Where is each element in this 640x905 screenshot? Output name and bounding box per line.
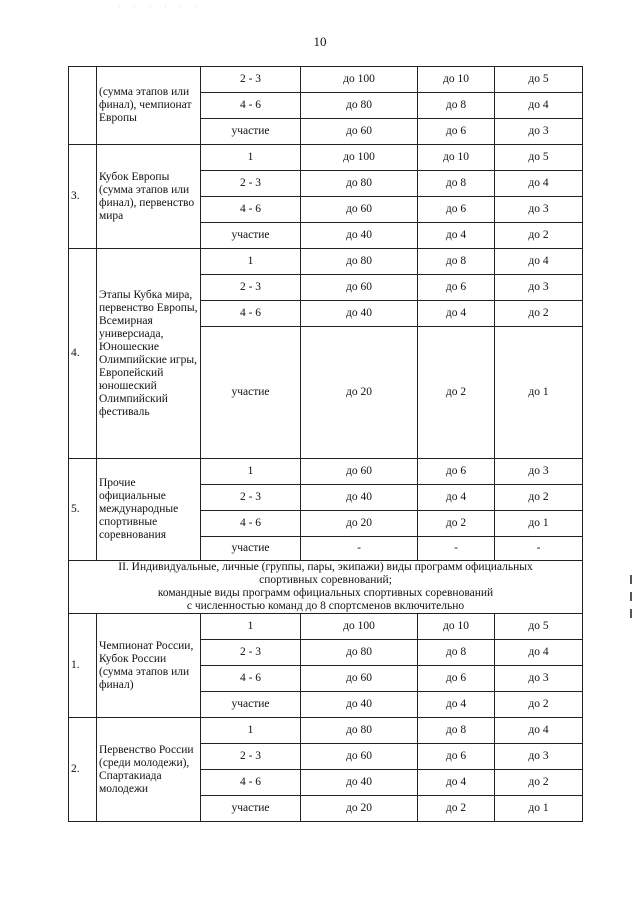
value-cell: до 8 [418,640,495,666]
row-number [69,67,97,145]
section-header-line: командные виды программ официальных спортивных соревнований [157,587,494,599]
place-cell: 4 - 6 [201,511,301,537]
place-cell: 1 [201,145,301,171]
place-cell: участие [201,223,301,249]
competition-name: Прочие официальные международные спортивные соревнования [97,459,201,561]
value-cell: до 10 [418,614,495,640]
value-cell: до 8 [418,249,495,275]
place-cell: 2 - 3 [201,67,301,93]
competition-name: (сумма этапов или финал), чемпионат Европы [97,67,201,145]
value-cell: до 4 [495,93,583,119]
place-cell: 2 - 3 [201,275,301,301]
value-cell: до 80 [301,171,418,197]
row-number: 3. [69,145,97,249]
value-cell: до 2 [495,301,583,327]
value-cell: до 6 [418,459,495,485]
value-cell: до 8 [418,718,495,744]
value-cell: до 60 [301,744,418,770]
value-cell: до 6 [418,119,495,145]
section-header-line: с численностью команд до 8 спортсменов включительно [186,600,465,612]
value-cell: - [495,537,583,561]
table-row [69,67,583,93]
value-cell: до 4 [418,692,495,718]
value-cell: до 60 [301,275,418,301]
table-row [69,459,583,485]
value-cell: до 100 [301,67,418,93]
value-cell: до 2 [495,485,583,511]
value-cell: до 80 [301,718,418,744]
value-cell: до 60 [301,119,418,145]
section-header-line: спортивных соревнований; [259,574,392,586]
competition-name: Кубок Европы (сумма этапов или финал), первенство мира [97,145,201,249]
value-cell: до 2 [495,770,583,796]
value-cell: до 60 [301,666,418,692]
points-table [68,66,583,822]
value-cell: до 3 [495,459,583,485]
value-cell: до 4 [495,640,583,666]
value-cell: до 10 [418,145,495,171]
place-cell: 2 - 3 [201,485,301,511]
value-cell: до 3 [495,197,583,223]
value-cell: до 100 [301,614,418,640]
page-number: 10 [313,34,327,49]
value-cell: до 60 [301,459,418,485]
competition-name: Первенство России (среди молодежи), Спартакиада молодежи [97,718,201,822]
value-cell: - [301,537,418,561]
value-cell: до 80 [301,93,418,119]
section-header-row [69,561,583,614]
value-cell: до 2 [495,223,583,249]
place-cell: 4 - 6 [201,93,301,119]
margin-marks [630,575,636,626]
value-cell: до 4 [418,770,495,796]
place-cell: 1 [201,614,301,640]
value-cell: до 3 [495,666,583,692]
value-cell: до 3 [495,119,583,145]
value-cell: до 3 [495,275,583,301]
place-cell: участие [201,327,301,459]
value-cell: до 4 [418,223,495,249]
value-cell: до 1 [495,327,583,459]
value-cell: до 2 [418,327,495,459]
place-cell: 1 [201,718,301,744]
value-cell: до 2 [495,692,583,718]
value-cell: до 2 [418,796,495,822]
section-header [69,561,583,614]
place-cell: 4 - 6 [201,197,301,223]
place-cell: 4 - 6 [201,770,301,796]
row-number: 1. [69,614,97,718]
value-cell: до 1 [495,796,583,822]
value-cell: до 6 [418,666,495,692]
value-cell: до 20 [301,796,418,822]
place-cell: 2 - 3 [201,744,301,770]
row-number: 2. [69,718,97,822]
value-cell: до 2 [418,511,495,537]
table-row [69,718,583,744]
value-cell: до 4 [495,718,583,744]
value-cell: до 5 [495,614,583,640]
place-cell: 1 [201,249,301,275]
place-cell: 1 [201,459,301,485]
place-cell: участие [201,119,301,145]
value-cell: до 20 [301,327,418,459]
place-cell: 2 - 3 [201,171,301,197]
value-cell: до 40 [301,301,418,327]
value-cell: до 6 [418,744,495,770]
value-cell: до 1 [495,511,583,537]
row-number: 5. [69,459,97,561]
value-cell: до 10 [418,67,495,93]
value-cell: до 100 [301,145,418,171]
place-cell: 2 - 3 [201,640,301,666]
value-cell: до 40 [301,485,418,511]
value-cell: до 4 [495,249,583,275]
place-cell: участие [201,692,301,718]
value-cell: до 80 [301,249,418,275]
row-number: 4. [69,249,97,459]
value-cell: до 40 [301,223,418,249]
value-cell: до 60 [301,197,418,223]
place-cell: участие [201,537,301,561]
value-cell: до 5 [495,145,583,171]
value-cell: до 40 [301,770,418,796]
table-row [69,249,583,275]
value-cell: до 8 [418,93,495,119]
competition-name: Этапы Кубка мира, первенство Европы, Всемирная универсиада, Юношеские Олимпийские игры, Европейский юношеский Олимпийский фестиваль [97,249,201,459]
value-cell: - [418,537,495,561]
scan-artifact: · · · · · · [118,4,204,10]
value-cell: до 3 [495,744,583,770]
value-cell: до 6 [418,197,495,223]
competition-name: Чемпионат России, Кубок России (сумма этапов или финал) [97,614,201,718]
value-cell: до 20 [301,511,418,537]
value-cell: до 5 [495,67,583,93]
value-cell: до 4 [418,485,495,511]
value-cell: до 40 [301,692,418,718]
value-cell: до 8 [418,171,495,197]
section-header-line: II. Индивидуальные, личные (группы, пары, экипажи) виды программ официальных [118,561,533,573]
value-cell: до 4 [495,171,583,197]
value-cell: до 4 [418,301,495,327]
place-cell: 4 - 6 [201,666,301,692]
table-row [69,145,583,171]
value-cell: до 80 [301,640,418,666]
place-cell: участие [201,796,301,822]
table-row [69,614,583,640]
value-cell: до 6 [418,275,495,301]
place-cell: 4 - 6 [201,301,301,327]
